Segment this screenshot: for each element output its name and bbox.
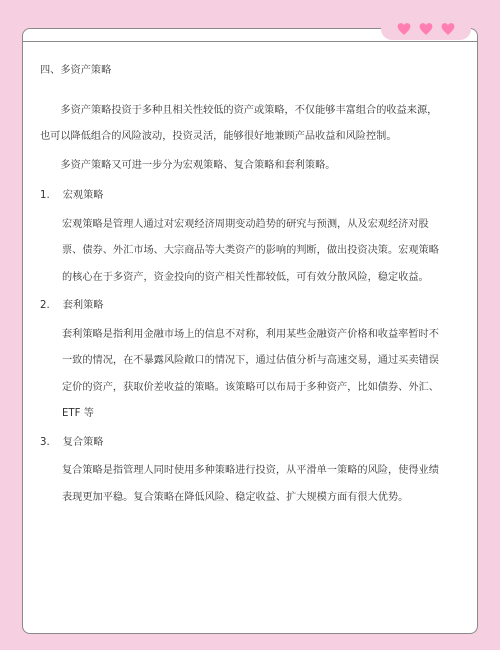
heart-icon [419, 22, 433, 36]
section-number: 2. [40, 300, 50, 311]
section-title-arbitrage [40, 293, 445, 320]
section-heading: 四、多资产策略 [40, 65, 112, 76]
section-body-macro: 宏观策略是管理人通过对宏观经济周期变动趋势的研究与预测，从及宏观经济对股票、债券、外汇市场、大宗商品等大类资产的影响的判断，做出投资决策。宏观策略的核心在于多资产，资金投向的资产相关性都较低，可有效分散风险，稳定收益。 [62, 218, 439, 283]
section-body-composite: 复合策略是指管理人同时使用多种策略进行投资，从平滑单一策略的风险，使得业绩表现更加平稳。复合策略在降低风险、稳定收益、扩大规模方面有很大优势。 [62, 465, 439, 503]
heart-icon [397, 22, 411, 36]
heart-icon [441, 22, 455, 36]
card-top-bar [23, 29, 477, 42]
intro-paragraph-2: 多资产策略又可进一步分为宏观策略、复合策略和套利策略。 [60, 159, 336, 171]
section-title-text: 复合策略 [62, 436, 104, 448]
document-content [40, 58, 445, 511]
section-number: 1. [40, 190, 50, 201]
section-title-macro [40, 183, 445, 210]
section-title-text: 套利策略 [62, 300, 104, 311]
intro-paragraph-1: 多资产策略投资于多种且相关性较低的资产或策略，不仅能够丰富组合的收益来源，也可以降低组合的风险波动，投资灵活，能够很好地兼顾产品收益和风险控制。 [40, 104, 438, 142]
hearts-decoration [381, 18, 471, 40]
section-title-composite [40, 430, 445, 457]
section-body-arbitrage: 套利策略是指利用金融市场上的信息不对称，利用某些金融资产价格和收益率暂时不一致的情况，在不暴露风险敞口的情况下，通过估值分析与高速交易，通过买卖错误定价的资产，获取价差收益的策略。该策略可以布局于多种资产，比如债券、外汇、ETF 等 [62, 328, 439, 419]
section-number: 3. [40, 436, 50, 448]
section-title-text: 宏观策略 [62, 190, 104, 201]
